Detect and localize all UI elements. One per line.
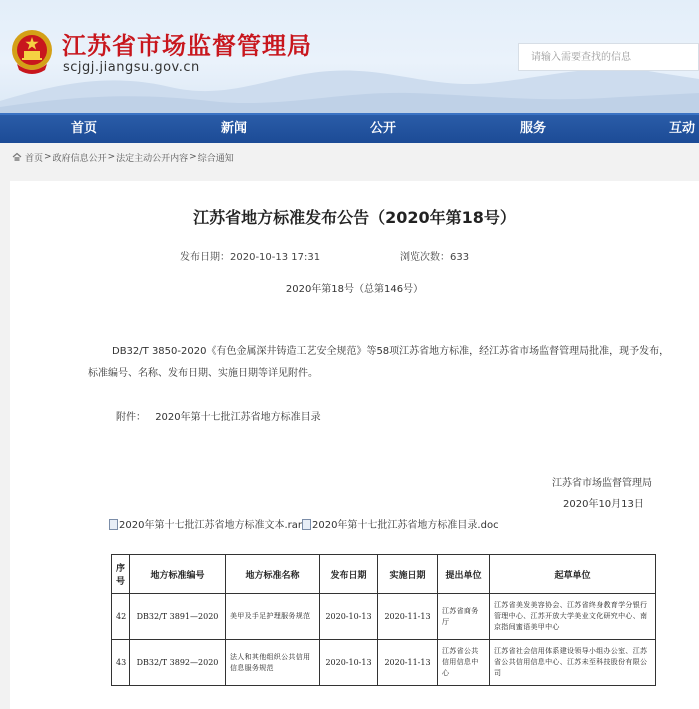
table-header: 实施日期 xyxy=(378,555,438,594)
standards-table xyxy=(111,554,656,686)
attachment-link-rar[interactable]: 2020年第十七批江苏省地方标准文本.rar xyxy=(119,520,302,531)
view-count-value: 633 xyxy=(450,252,470,263)
site-domain: scjgj.jiangsu.gov.cn xyxy=(63,60,200,75)
attachment-files xyxy=(109,516,499,531)
table-cell: 江苏省公共信用信息中心 xyxy=(438,640,490,686)
attachment-label: 附件： xyxy=(116,412,146,423)
table-header: 提出单位 xyxy=(438,555,490,594)
table-cell: 江苏省商务厅 xyxy=(438,594,490,640)
table-header: 地方标准名称 xyxy=(226,555,320,594)
attachment-line xyxy=(116,408,321,423)
table-cell: 2020-11-13 xyxy=(378,640,438,686)
article-panel xyxy=(10,181,699,709)
breadcrumb-notice[interactable]: 综合通知 xyxy=(197,153,234,164)
table-header: 序号 xyxy=(112,555,130,594)
table-cell: 43 xyxy=(112,640,130,686)
table-cell: 江苏省美发美容协会、江苏省终身教育学分银行管理中心、江苏开放大学美业文化研究中心、南京指间蜜语美甲中心 xyxy=(490,594,656,640)
table-row xyxy=(112,640,656,686)
nav-item-public[interactable]: 公开 xyxy=(370,121,397,136)
table-cell: 法人和其他组织公共信用信息服务规范 xyxy=(226,640,320,686)
table-cell: 42 xyxy=(112,594,130,640)
publish-date xyxy=(180,248,320,263)
nav-item-home[interactable]: 首页 xyxy=(71,121,98,136)
main-nav xyxy=(0,113,699,143)
view-count xyxy=(400,248,469,263)
breadcrumb-home[interactable]: 首页 xyxy=(25,153,44,164)
attachment-title: 2020年第十七批江苏省地方标准目录 xyxy=(155,412,321,423)
table-row xyxy=(112,594,656,640)
nav-item-service[interactable]: 服务 xyxy=(520,121,547,136)
view-count-label: 浏览次数： xyxy=(400,252,450,263)
table-cell: DB32/T 3891—2020 xyxy=(130,594,226,640)
table-cell: 2020-11-13 xyxy=(378,594,438,640)
nav-item-interact[interactable]: 互动 xyxy=(669,121,696,136)
announcement-number: 2020年第18号（总第146号） xyxy=(285,284,424,295)
table-header: 发布日期 xyxy=(320,555,378,594)
table-cell: 江苏省社会信用体系建设领导小组办公室、江苏省公共信用信息中心、江苏未至科技股份有限公司 xyxy=(490,640,656,686)
site-header xyxy=(0,0,699,113)
table-cell: DB32/T 3892—2020 xyxy=(130,640,226,686)
breadcrumb-separator: > xyxy=(44,152,52,162)
table-cell: 2020-10-13 xyxy=(320,594,378,640)
breadcrumb xyxy=(12,150,234,164)
article-title: 江苏省地方标准发布公告（2020年第18号） xyxy=(193,208,516,227)
national-emblem-icon xyxy=(9,26,55,76)
table-header-row xyxy=(112,555,656,594)
publish-date-label: 发布日期： xyxy=(180,252,230,263)
breadcrumb-separator: > xyxy=(189,152,197,162)
file-icon xyxy=(302,519,311,530)
search-input[interactable] xyxy=(518,43,699,71)
signature-date: 2020年10月13日 xyxy=(563,499,644,510)
nav-item-news[interactable]: 新闻 xyxy=(221,121,248,136)
article-body: DB32/T 3850-2020《有色金属深井铸造工艺安全规范》等58项江苏省地方标准，经江苏省市场监督管理局批准，现予发布，标准编号、名称、发布日期、实施日期等详见附件。 xyxy=(88,346,670,379)
table-header: 地方标准编号 xyxy=(130,555,226,594)
breadcrumb-statutory[interactable]: 法定主动公开内容 xyxy=(116,153,189,164)
breadcrumb-separator: > xyxy=(107,152,116,162)
site-title[interactable]: 江苏省市场监督管理局 xyxy=(62,31,312,60)
publish-date-value: 2020-10-13 17:31 xyxy=(230,252,321,263)
home-icon xyxy=(12,152,22,162)
file-icon xyxy=(109,519,118,530)
table-header: 起草单位 xyxy=(490,555,656,594)
table-cell: 2020-10-13 xyxy=(320,640,378,686)
signature-org: 江苏省市场监督管理局 xyxy=(552,478,652,489)
attachment-link-doc[interactable]: 2020年第十七批江苏省地方标准目录.doc xyxy=(311,520,499,531)
table-cell: 美甲及手足护理服务规范 xyxy=(226,594,320,640)
breadcrumb-gov-info[interactable]: 政府信息公开 xyxy=(52,153,107,164)
